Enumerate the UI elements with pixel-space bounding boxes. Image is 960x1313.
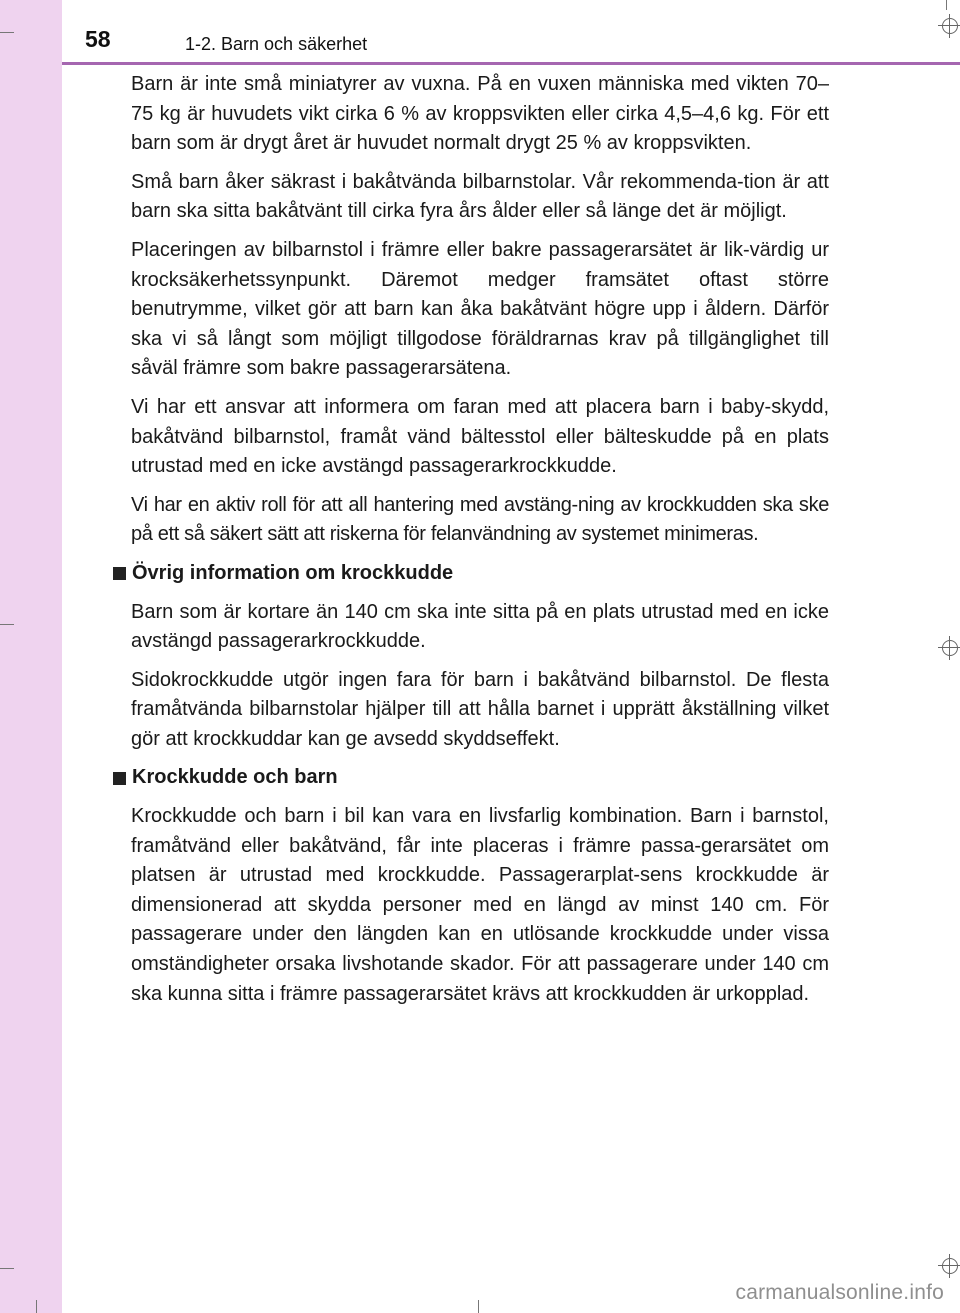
square-bullet-icon — [113, 567, 126, 580]
side-color-strip — [0, 0, 62, 1313]
body-paragraph: Sidokrockkudde utgör ingen fara för barn i bakåtvänd bilbarnstol. De flesta framåtvända bilbarnstolar hjälper till att hålla barnet i upprätt åkställning vilket gör att krockkuddar kan ge avsedd skyddseffekt. — [131, 668, 829, 750]
body-paragraph: Vi har ett ansvar att informera om faran med att placera barn i baby-skydd, bakåtvänd bilbarnstol, framåt vänd bältesstol eller bälteskudde på en plats utrustad med en icke avstängd passagerarkrockkudde. — [131, 395, 829, 478]
body-paragraph: Vi har en aktiv roll för att all hantering med avstäng-ning av krockkudden ska ske på ett så säkert sätt att riskerna för felanvändning av systemet minimeras. — [131, 493, 829, 546]
body-paragraph: Små barn åker säkrast i bakåtvända bilbarnstolar. Vår rekommenda-tion är att barn ska sitta bakåtvänt till cirka fyra års ålder eller så länge det är möjligt. — [131, 170, 829, 223]
page-number: 58 — [85, 26, 111, 52]
body-paragraph: Krockkudde och barn i bil kan vara en livsfarlig kombination. Barn i barnstol, framåtvänd eller bakåtvänd, får inte placeras i främre passa-gerarsätet om platsen är utrustad med krockkudde. Passagerarplat-sens krockkudde är dimensionerad att skydda personer med en längd av minst 140 cm. För passagerare under den längden kan en utlösande krockkudde under vissa omständigheter orsaka livshotande skador. För att passagerare under 140 cm ska kunna sitta i främre passagerarsätet krävs att krockkudden är urkopplad. — [131, 805, 829, 1005]
crop-mark — [478, 1300, 479, 1313]
crop-mark — [0, 1268, 14, 1269]
crop-mark — [0, 32, 14, 33]
crop-mark — [36, 1300, 37, 1313]
registration-mark-icon — [942, 640, 958, 656]
chapter-title: 1-2. Barn och säkerhet — [185, 34, 368, 54]
section-heading-airbag-children — [113, 763, 829, 793]
crop-mark — [0, 624, 14, 625]
registration-mark-icon — [942, 1258, 958, 1274]
watermark: carmanualsonline.info — [735, 1281, 944, 1304]
body-paragraph: Placeringen av bilbarnstol i främre eller bakre passagerarsätet är lik-värdig ur krocksäkerhetssynpunkt. Däremot medger framsätet oftast större benutrymme, vilket gör att barn kan åka bakåtvänt högre upp i åldern. Därför ska vi så långt som möjligt tillgodose föräldrarnas krav på tillgänglighet till såväl främre som bakre passagerarsätena. — [131, 238, 829, 380]
body-paragraph: Barn är inte små miniatyrer av vuxna. På en vuxen människa med vikten 70–75 kg är huvudets vikt cirka 6 % av kroppsvikten eller cirka 4,5–4,6 kg. För ett barn som är drygt året är huvudet normalt drygt 25 % av kroppsvikten. — [131, 73, 829, 155]
crop-mark — [946, 0, 947, 10]
page-content — [113, 70, 829, 1018]
header-divider — [62, 62, 960, 65]
registration-mark-icon — [942, 18, 958, 34]
square-bullet-icon — [113, 772, 126, 785]
section-heading-other-info — [113, 559, 829, 589]
section-heading-text: Övrig information om krockkudde — [132, 561, 454, 584]
section-heading-text: Krockkudde och barn — [132, 766, 338, 789]
body-paragraph: Barn som är kortare än 140 cm ska inte sitta på en plats utrustad med en icke avstängd passagerarkrockkudde. — [131, 600, 829, 653]
